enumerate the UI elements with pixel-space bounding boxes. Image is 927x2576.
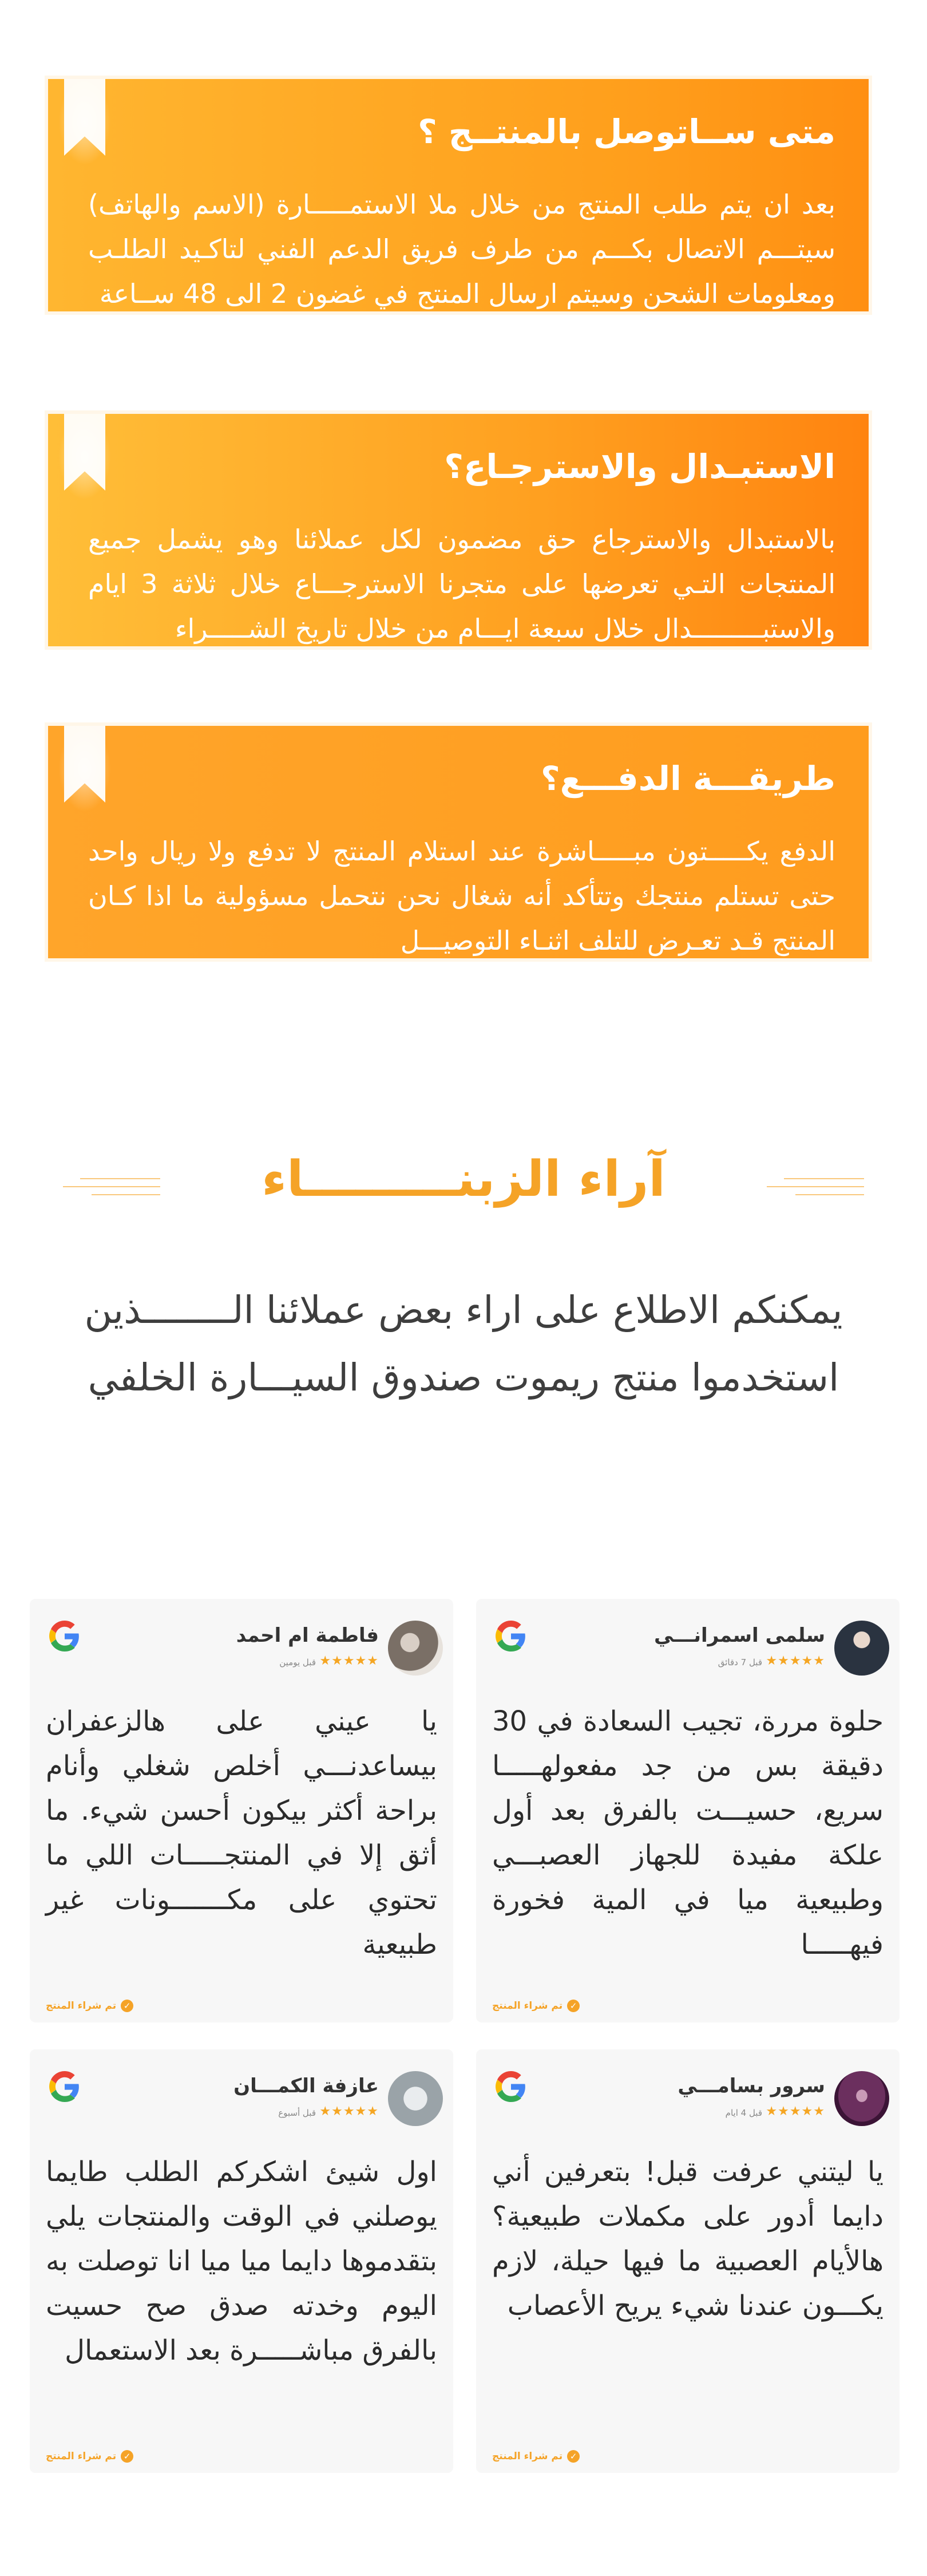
check-icon: ✓: [567, 2000, 580, 2012]
review-time: قبل أسبوع: [278, 2108, 316, 2118]
google-icon: [49, 2071, 80, 2102]
review-text: حلوة مررة، تجيب السعادة في 30 دقيقة بس من جد مفعولهـــــا سريع، حسيـــت بالفرق بعد أول علكة مفيدة للجهاز العصبـــي وطبيعية ميا في المية فخورة فيهـــــا: [492, 1705, 884, 1961]
verified-purchase: [492, 2450, 580, 2463]
avatar: [834, 2071, 889, 2126]
faq-card-payment: [45, 722, 872, 962]
avatar: [388, 1621, 443, 1676]
review-time: قبل يومين: [279, 1657, 316, 1668]
google-icon: [49, 1621, 80, 1652]
faq-body: بعد ان يتم طلب المنتج من خلال ملا الاستمـــــارة (الاسم والهاتف) سيتـــم الاتصال بكـــم من طرف فريق الدعم الفني لتاكـيد الطلـب ومعلومات الشحن وسيتم ارسال المنتج في غضون 2 الى 48 ســاعة: [88, 189, 835, 309]
review-time: قبل 7 دقائق: [718, 1657, 762, 1668]
review-text: يا ليتني عرفت قبل! بتعرفين أني دايما أدور على مكملات طبيعية؟ هالأيام العصبية ما فيها حيلة، لازم يكـــون عندنا شيء يريح الأعصاب: [492, 2156, 884, 2322]
reviewer-name: سلمى اسمرانـــي: [653, 1624, 825, 1647]
review-card: [30, 1599, 453, 2022]
rating-stars: ★★★★★: [766, 2104, 825, 2119]
verified-purchase: [46, 2000, 133, 2012]
faq-body: بالاستبدال والاسترجاع حق مضمون لكل عملائنا وهو يشمل جميع المنتجات التـي تعرضها على متجرنا الاسترجـــاع خلال ثلاثة 3 ايام والاستبـــــــــدال خلال سبعة ايـــام من خلال تاريخ الشـــــراء: [88, 524, 836, 644]
avatar: [834, 1621, 889, 1676]
check-icon: ✓: [121, 2450, 133, 2463]
verified-label: تم شراء المنتج: [492, 2451, 563, 2462]
google-icon: [496, 2071, 526, 2102]
verified-purchase: [46, 2450, 133, 2463]
review-card: [30, 2049, 453, 2473]
avatar: [388, 2071, 443, 2126]
review-text: يا عيني على هالزعفران بيساعدنـــي أخلص شغلي وأنام براحة أكثر بيكون أحسن شيء. ما أثق إلا في المنتجـــــات اللي ما تحتوي على مكـــــــونات غير طبيعية: [46, 1705, 437, 1961]
review-card: [476, 1599, 900, 2022]
check-icon: ✓: [567, 2450, 580, 2463]
verified-label: تم شراء المنتج: [46, 2000, 117, 2012]
google-icon: [496, 1621, 526, 1652]
rating-stars: ★★★★★: [319, 1654, 379, 1668]
check-icon: ✓: [121, 2000, 133, 2012]
review-time: قبل 4 ايام: [725, 2108, 762, 2118]
reviewer-name: فاطمة ام احمد: [236, 1624, 379, 1647]
faq-title: طريقـــة الدفـــع؟: [541, 759, 835, 798]
verified-label: تم شراء المنتج: [46, 2451, 117, 2462]
verified-purchase: [492, 2000, 580, 2012]
rating-stars: ★★★★★: [319, 2104, 379, 2119]
title-decoration-right: [767, 1178, 864, 1198]
faq-body: الدفع يكـــــتون مبـــــاشرة عند استلام المنتج لا تدفع ولا ريال واحد حتى تستلم منتجك وتتأكد أنه شغال نحن نتحمل مسؤولية ما اذا كـان المنتج قـد تعـرض للتلف اثنـاء التوصيـــل: [88, 836, 835, 956]
faq-card-returns: [45, 410, 872, 650]
faq-title: متى ســاتوصل بالمنتــج ؟: [418, 112, 835, 151]
rating-stars: ★★★★★: [766, 1654, 825, 1668]
faq-title: الاستبـدال والاسترجـاع؟: [444, 447, 835, 486]
faq-card-delivery: [45, 76, 872, 315]
verified-label: تم شراء المنتج: [492, 2000, 563, 2012]
review-card: [476, 2049, 900, 2473]
reviewer-name: سرور بسامـــي: [678, 2075, 825, 2097]
testimonials-title: آراء الزبنـــــــــاء: [262, 1151, 665, 1208]
reviewer-name: عازفة الكمـــان: [233, 2075, 379, 2097]
review-text: اول شيئ اشكركم الطلب طايما يوصلني في الوقت والمنتجات يلي بتقدموها دايما ميا ميا انا توصلت به اليوم وخدته صدق صح حسيت بالفرق مباشـــــرة بعد الاستعمال: [46, 2156, 437, 2366]
testimonials-intro: يمكنكم الاطلاع على اراء بعض عملائنا الــــــــذين استخدموا منتج ريموت صندوق السيـــارة الخلفي: [84, 1288, 843, 1400]
